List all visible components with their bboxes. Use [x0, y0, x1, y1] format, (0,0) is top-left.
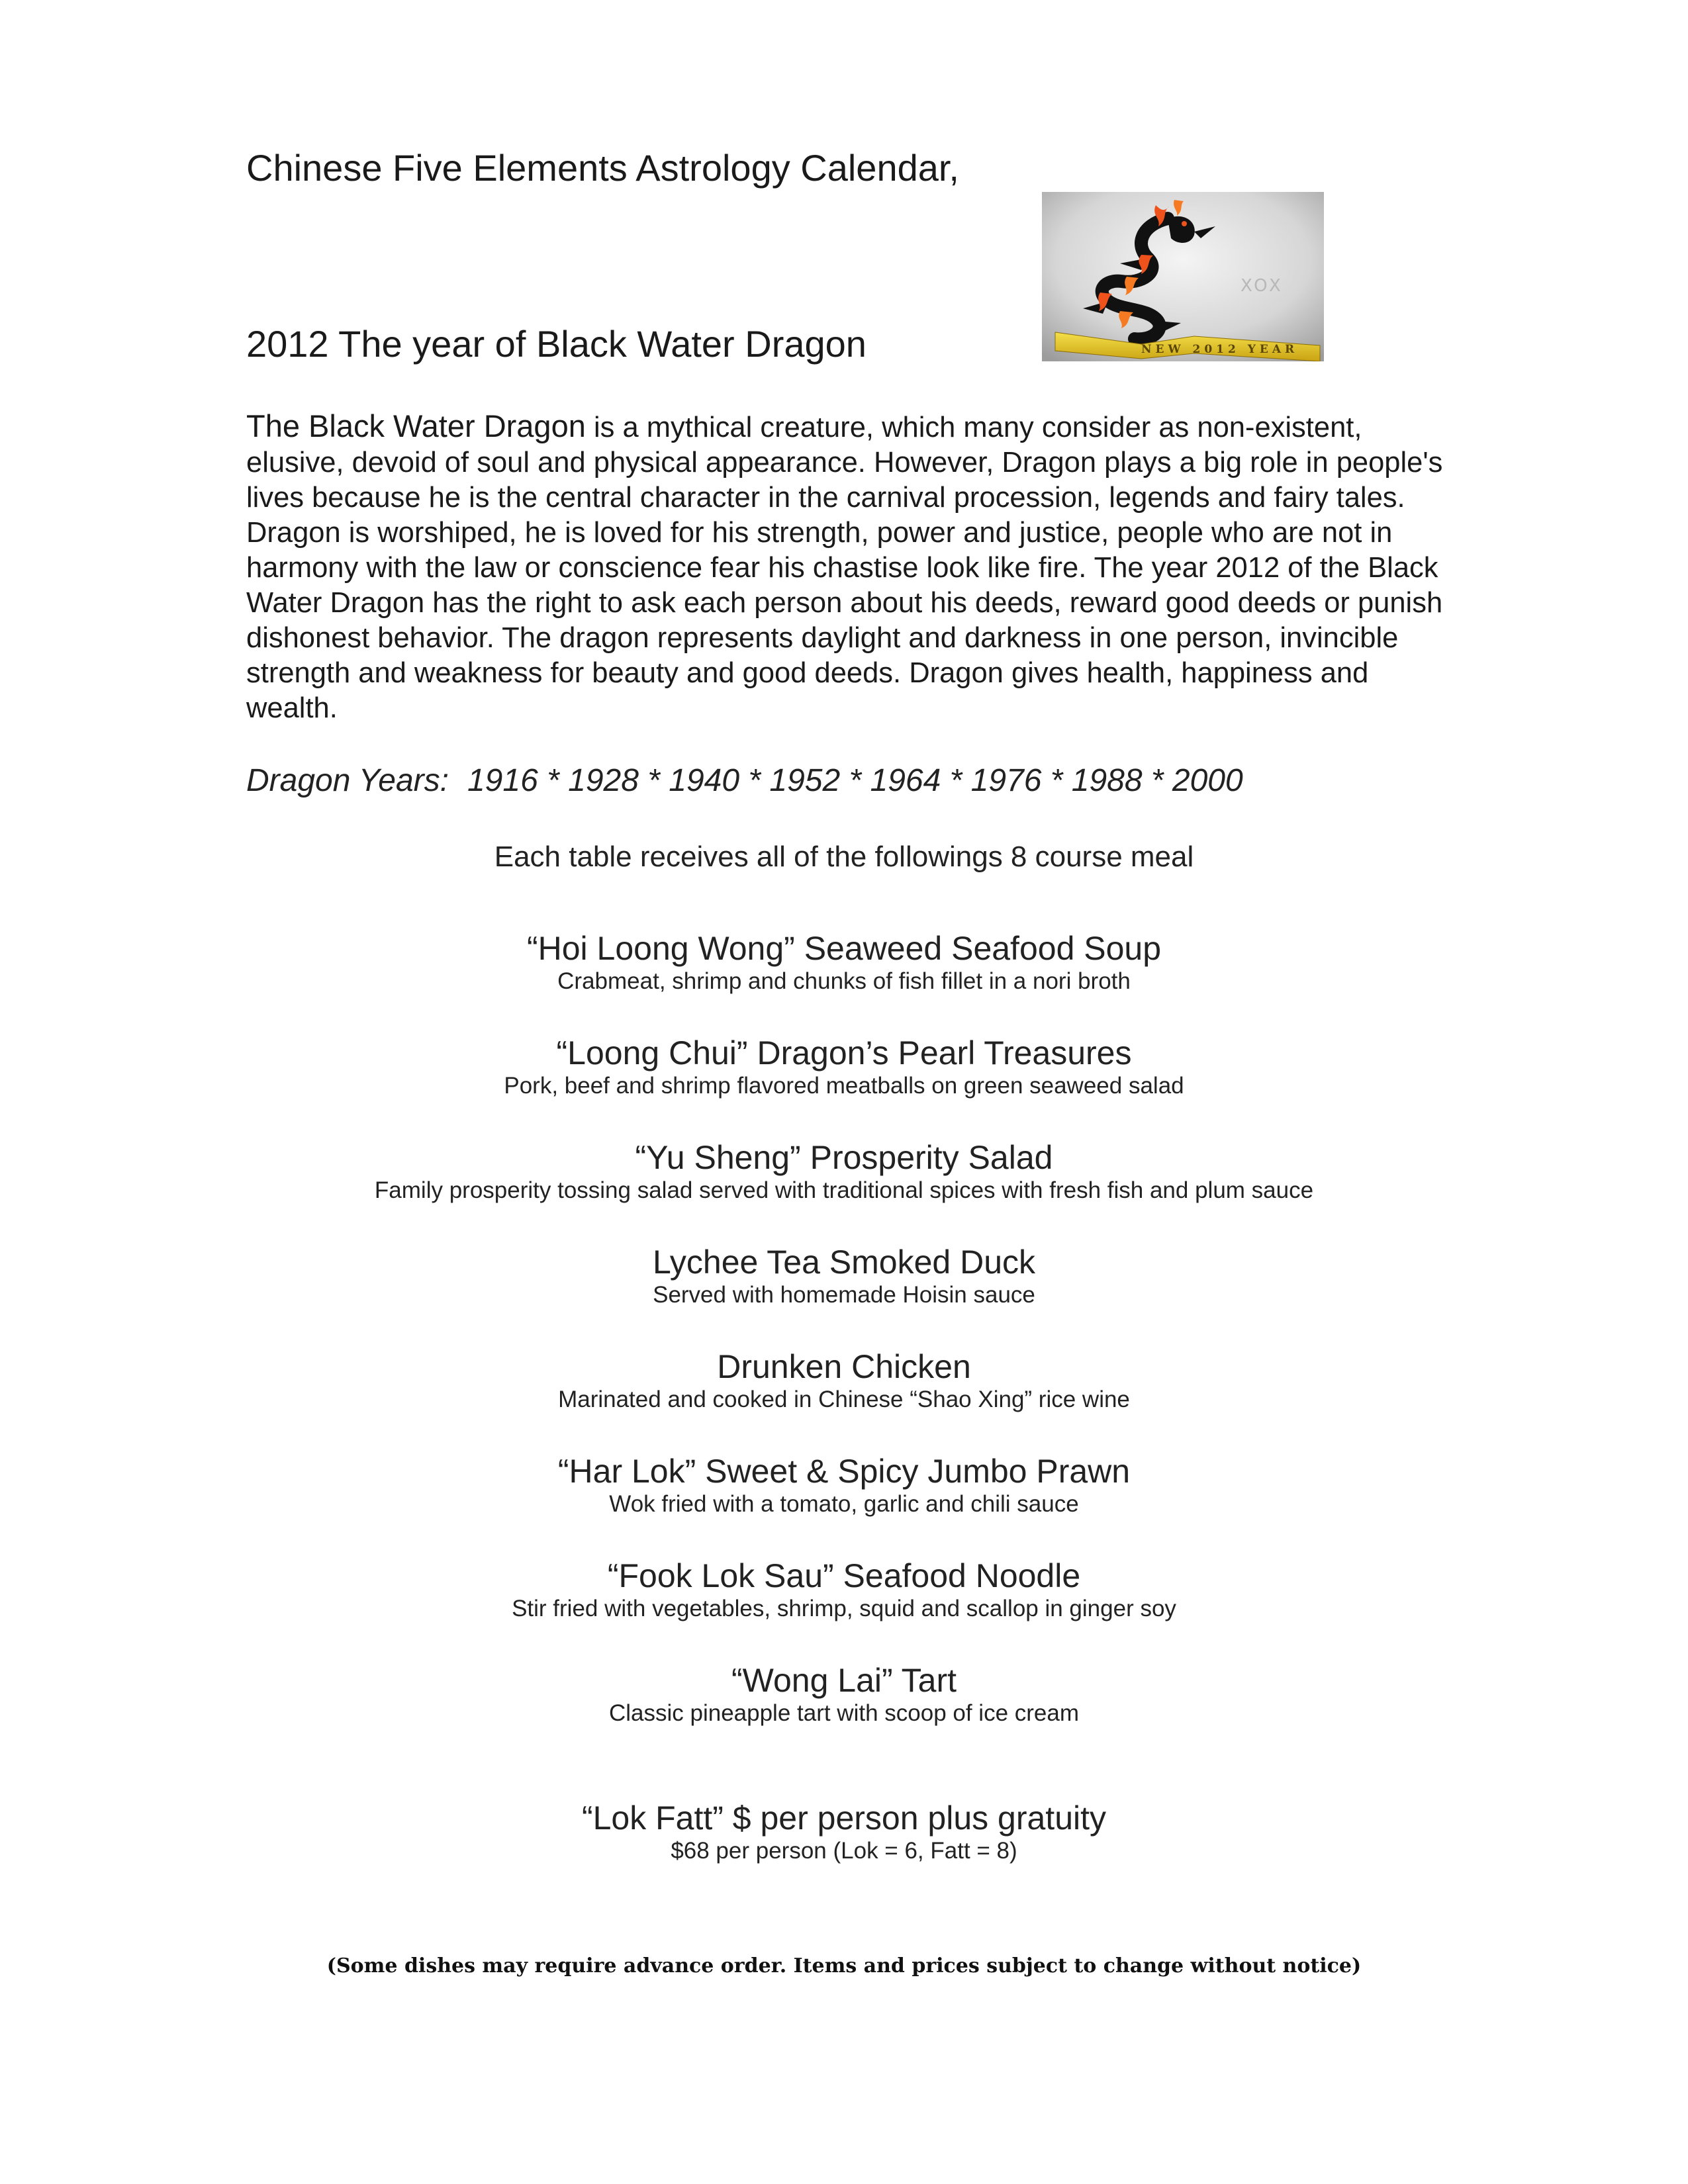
course-name: Drunken Chicken [717, 1348, 971, 1385]
course-name: “Yu Sheng” Prosperity Salad [635, 1139, 1053, 1176]
course-item [0, 1347, 1688, 1452]
page-subtitle: 2012 The year of Black Water Dragon [246, 323, 867, 365]
intro-body: is a mythical creature, which many consider as non-existent, elusive, devoid of soul and physical appearance. However, Dragon plays a big role in people's lives because he is the central character in the carnival procession, legends and fairy tales. Dragon is worshiped, he is loved for his strength, power and justice, people who are not in harmony with the law or conscience fear his chastise look like fire. The year 2012 of the Black Water Dragon has the right to ask each person about his deeds, reward good deeds or punish dishonest behavior. The dragon represents daylight and darkness in one person, invincible strength and weakness for beauty and good deeds. Dragon gives health, happiness and wealth. [246, 412, 1443, 724]
price-title: “Lok Fatt” $ per person plus gratuity [581, 1799, 1107, 1837]
course-item [0, 929, 1688, 1034]
course-description: Family prosperity tossing salad served with traditional spices with fresh fish and plum sauce [374, 1177, 1314, 1203]
course-name: “Wong Lai” Tart [731, 1662, 957, 1699]
course-item [0, 1243, 1688, 1347]
course-description: Classic pineapple tart with scoop of ice cream [608, 1700, 1080, 1726]
course-name: “Hoi Loong Wong” Seaweed Seafood Soup [526, 930, 1162, 967]
course-item [0, 1452, 1688, 1557]
price-note: $68 per person (Lok = 6, Fatt = 8) [671, 1838, 1017, 1864]
course-description: Stir fried with vegetables, shrimp, squid and scallop in ginger soy [512, 1596, 1176, 1621]
course-description: Wok fried with a tomato, garlic and chili sauce [609, 1491, 1079, 1517]
course-description: Crabmeat, shrimp and chunks of fish fillet in a nori broth [557, 968, 1131, 994]
price-block [0, 1799, 1688, 1865]
dragon-years-label: Dragon Years: [246, 763, 449, 798]
intro-paragraph [246, 408, 1444, 726]
disclaimer: (Some dishes may require advance order. Items and prices subject to change without notice) [326, 1954, 1362, 1978]
page-title: Chinese Five Elements Astrology Calendar, [246, 147, 959, 189]
dragon-illustration-icon [1042, 192, 1324, 361]
course-list [0, 929, 1688, 1766]
course-item [0, 1661, 1688, 1766]
course-item [0, 1138, 1688, 1243]
menu-intro: Each table receives all of the followings 8 course meal [494, 841, 1194, 873]
course-description: Served with homemade Hoisin sauce [653, 1282, 1035, 1308]
dragon-years-list: 1916 * 1928 * 1940 * 1952 * 1964 * 1976 * 1988 * 2000 [467, 763, 1243, 798]
course-name: “Fook Lok Sau” Seafood Noodle [607, 1557, 1081, 1594]
banner-text: NEW 2012 YEAR [1141, 343, 1299, 356]
course-item [0, 1034, 1688, 1138]
dragon-image [1042, 192, 1324, 361]
dragon-years [246, 762, 1243, 800]
svg-text:XOX: XOX [1241, 276, 1284, 296]
course-description: Marinated and cooked in Chinese “Shao Xing” rice wine [558, 1387, 1130, 1412]
course-item [0, 1557, 1688, 1661]
intro-lead: The Black Water Dragon [246, 408, 586, 443]
course-description: Pork, beef and shrimp flavored meatballs on green seaweed salad [504, 1073, 1184, 1099]
course-name: “Har Lok” Sweet & Spicy Jumbo Prawn [557, 1453, 1131, 1490]
course-name: “Loong Chui” Dragon’s Pearl Treasures [556, 1034, 1132, 1071]
course-name: Lychee Tea Smoked Duck [652, 1244, 1036, 1281]
